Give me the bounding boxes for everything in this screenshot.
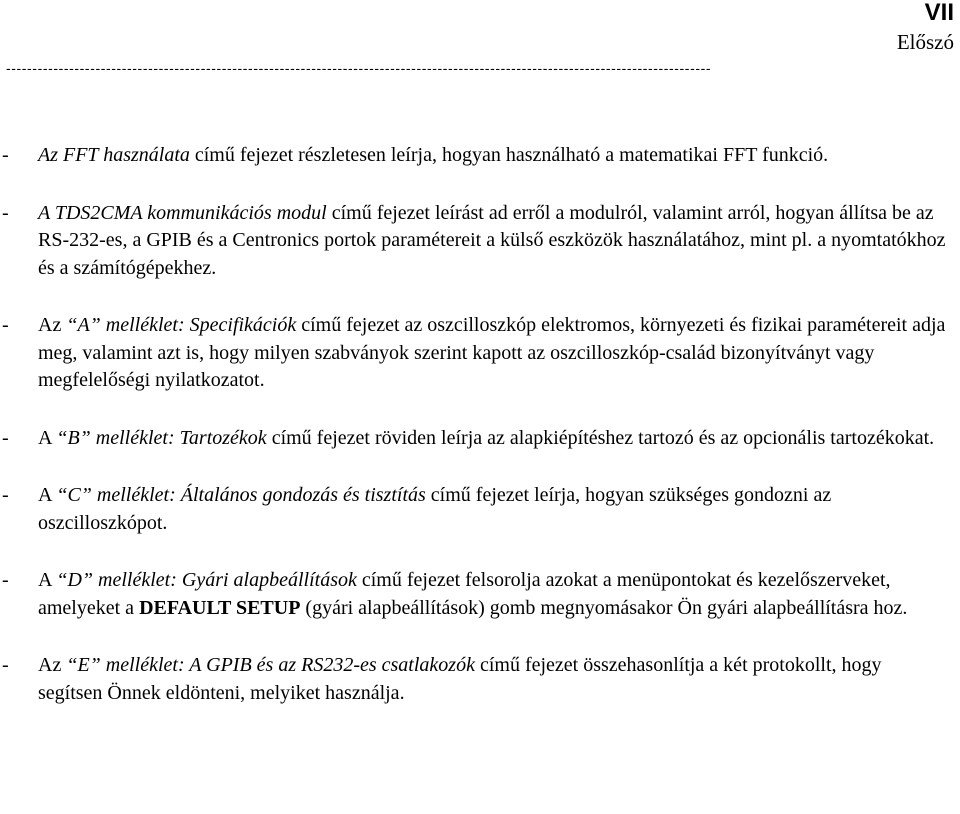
list-bullet-dash: - [2,314,9,336]
list-item [0,142,960,170]
text-run: című fejezet összehasonlítja a két protokollt, hogy segítsen Önnek eldönteni, melyiket használja. [38,654,882,704]
chapter-title: Az FFT használata [38,144,190,166]
list-item-text [38,312,950,395]
text-run: A [38,484,57,506]
list-item [0,567,960,622]
chapter-title: “B” melléklet: Tartozékok [56,426,267,449]
page-header [897,0,954,55]
chapter-title: A TDS2CMA kommunikációs modul [38,201,327,224]
list-item [0,425,960,453]
text-run: A [38,569,57,591]
chapter-title: “C” melléklet: Általános gondozás és tisztítás [56,484,426,506]
list-item-text [38,482,950,537]
list-bullet-dash: - [2,654,9,676]
list-bullet-dash: - [2,426,9,449]
list-bullet-dash: - [2,569,9,591]
page-number: VII [924,0,954,26]
text-run: című fejezet az oszcilloszkóp elektromos, környezeti és fizikai paramétereit adja meg, valamint azt is, hogy milyen szabványok szerint kapott az oszcilloszkóp-család bizonyítványt vagy megfelelőségi nyilatkozatot. [38,314,946,391]
list-item-text [38,425,950,453]
list-bullet-dash: - [2,484,9,506]
header-rule: -------------------------------------------------------------------------------------------------------------------------------------- [6,60,712,76]
chapter-list [0,142,960,737]
section-title: Előszó [896,30,954,54]
text-run: című fejezet leírást ad erről a modulról, valamint arról, hogyan állítsa be az RS-232-es, a GPIB és a Centronics portok paramétereit a külső eszközök használatához, mint pl. a nyomtatókhoz és a számítógépekhez. [38,201,946,279]
list-item-text [38,567,950,622]
list-bullet-dash: - [2,201,9,224]
text-run: A [38,426,57,449]
list-item-text [38,142,950,170]
text-run: című fejezet felsorolja azokat a menüpontokat és kezelőszerveket, amelyeket a [38,569,891,619]
text-run: (gyári alapbeállítások) gomb megnyomásakor Ön gyári alapbeállításra hoz. [300,596,908,619]
text-run: című fejezet röviden leírja az alapkiépítéshez tartozó és az opcionális tartozékokat. [266,426,935,449]
list-item-text [38,652,950,707]
text-run: Az [38,314,67,336]
text-run: című fejezet leírja, hogyan szükséges gondozni az oszcilloszkópot. [38,484,832,534]
text-run: Az [38,654,67,676]
chapter-title: “D” melléklet: Gyári alapbeállítások [56,569,357,591]
list-item [0,200,960,283]
list-item [0,652,960,707]
list-item-text [38,200,950,283]
list-bullet-dash: - [2,144,9,166]
text-run: című fejezet részletesen leírja, hogyan használható a matematikai FFT funkció. [189,144,829,166]
chapter-title: “E” melléklet: A GPIB és az RS232-es csatlakozók [66,654,475,676]
button-name: DEFAULT SETUP [139,596,301,619]
list-item [0,482,960,537]
list-item [0,312,960,395]
chapter-title: “A” melléklet: Specifikációk [66,314,297,336]
